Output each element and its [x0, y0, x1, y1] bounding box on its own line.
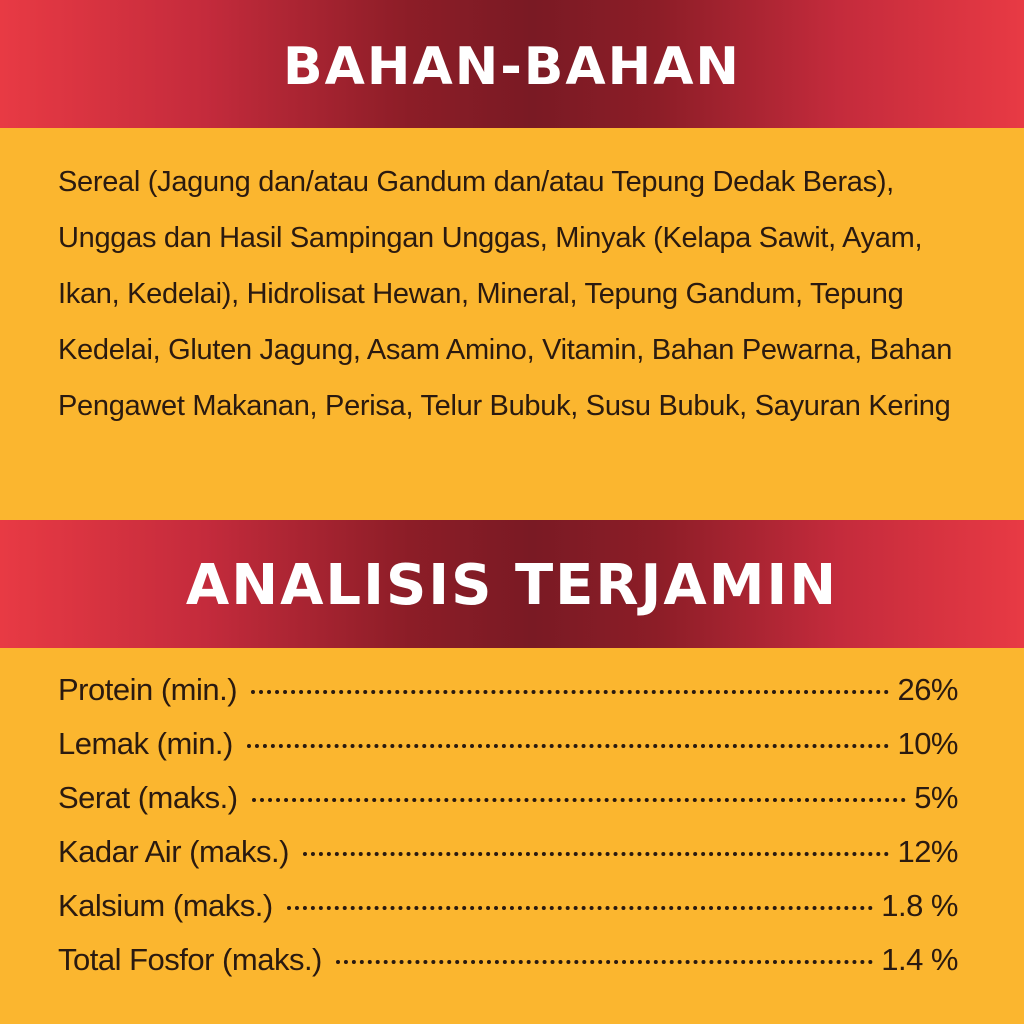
analysis-value: 1.4 %	[881, 942, 958, 977]
dot-leader	[252, 798, 907, 802]
analysis-label: Kalsium (maks.)	[58, 888, 273, 923]
dot-leader	[336, 960, 873, 964]
analysis-value: 26%	[897, 672, 958, 707]
ingredients-text: Sereal (Jagung dan/atau Gandum dan/atau Tepung Dedak Beras), Unggas dan Hasil Sampingan Unggas, Minyak (Kelapa Sawit, Ayam, Ikan, Kedelai), Hidrolisat Hewan, Mineral, Tepung Gandum, Tepung Kedelai, Gluten Jagung, Asam Amino, Vitamin, Bahan Pewarna, Bahan Pengawet Makanan, Perisa, Telur Bubuk, Susu Bubuk, Sayuran Kering	[58, 166, 953, 422]
analysis-banner	[0, 520, 1024, 648]
analysis-value: 5%	[914, 780, 958, 815]
analysis-row-protein	[58, 672, 958, 726]
analysis-row-serat	[58, 780, 958, 834]
analysis-row-kalsium	[58, 888, 958, 942]
analysis-label: Kadar Air (maks.)	[58, 834, 289, 869]
dot-leader	[287, 906, 874, 910]
dot-leader	[303, 852, 890, 856]
analysis-list	[58, 672, 958, 996]
analysis-label: Serat (maks.)	[58, 780, 238, 815]
dot-leader	[247, 744, 890, 748]
ingredients-banner	[0, 0, 1024, 128]
analysis-row-fosfor	[58, 942, 958, 996]
analysis-value: 1.8 %	[881, 888, 958, 923]
analysis-row-kadar-air	[58, 834, 958, 888]
dot-leader	[251, 690, 889, 694]
analysis-label: Protein (min.)	[58, 672, 238, 707]
analysis-value: 12%	[897, 834, 958, 869]
ingredients-title: BAHAN-BAHAN	[283, 37, 741, 97]
analysis-title: ANALISIS TERJAMIN	[185, 552, 839, 618]
analysis-label: Total Fosfor (maks.)	[58, 942, 322, 977]
analysis-value: 10%	[897, 726, 958, 761]
analysis-row-lemak	[58, 726, 958, 780]
analysis-label: Lemak (min.)	[58, 726, 233, 761]
